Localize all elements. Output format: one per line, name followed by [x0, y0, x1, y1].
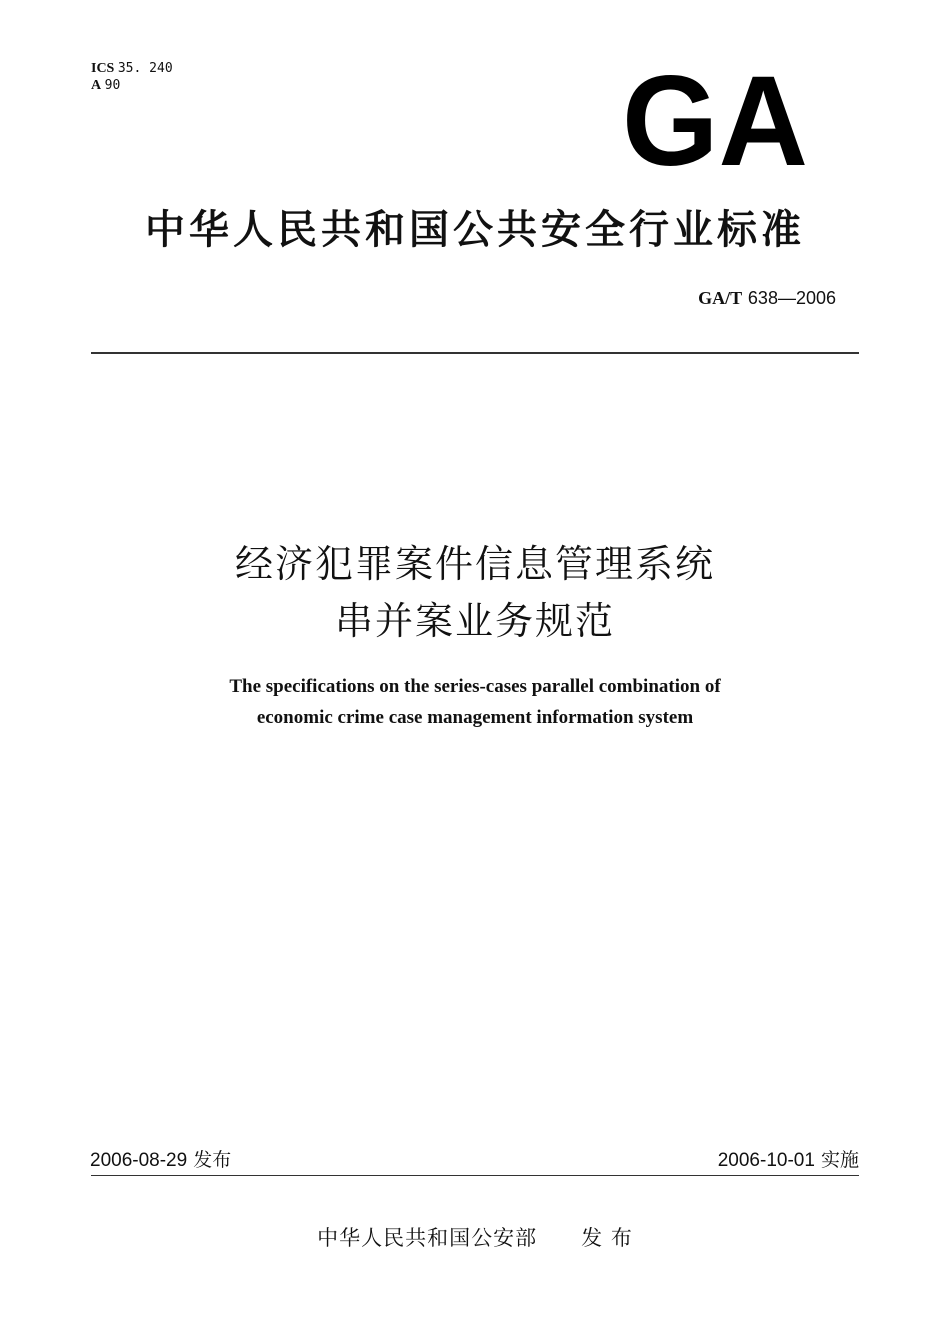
- standard-category-title: 中华人民共和国公共安全行业标准: [145, 207, 805, 253]
- standard-number-value: 638—2006: [747, 288, 836, 308]
- issuing-authority: [0, 1222, 950, 1252]
- standard-prefix: GA/T: [698, 288, 743, 308]
- top-divider: [91, 352, 859, 354]
- ga-logo: [620, 70, 810, 168]
- ics-value: 35. 240: [117, 61, 173, 76]
- publish-date-value: 2006-08-29: [90, 1150, 188, 1171]
- chinese-title-line-1: 经济犯罪案件信息管理系统: [234, 542, 715, 586]
- ga-logo-text: GA: [622, 70, 808, 168]
- publish-date: [90, 1145, 231, 1172]
- ccs-label: A: [91, 78, 102, 93]
- effective-date-value: 2006-10-01: [717, 1150, 815, 1171]
- issuer-name: 中华人民共和国公安部: [317, 1226, 538, 1250]
- ics-label: ICS: [91, 61, 115, 76]
- standard-number: [698, 288, 836, 309]
- ccs-code: [91, 77, 173, 94]
- issuer-action: 发 布: [581, 1226, 633, 1250]
- effective-date: [718, 1145, 859, 1172]
- ccs-value: 90: [104, 78, 121, 93]
- publish-label: 发布: [193, 1149, 232, 1171]
- english-title-line-2: economic crime case management information system: [256, 707, 694, 728]
- classification-codes: [91, 60, 173, 94]
- effective-label: 实施: [820, 1149, 859, 1171]
- chinese-title-line-2: 串并案业务规范: [334, 599, 615, 643]
- ics-code: [91, 60, 173, 77]
- bottom-divider: [91, 1175, 859, 1176]
- english-title-line-1: The specifications on the series-cases parallel combination of: [229, 676, 721, 697]
